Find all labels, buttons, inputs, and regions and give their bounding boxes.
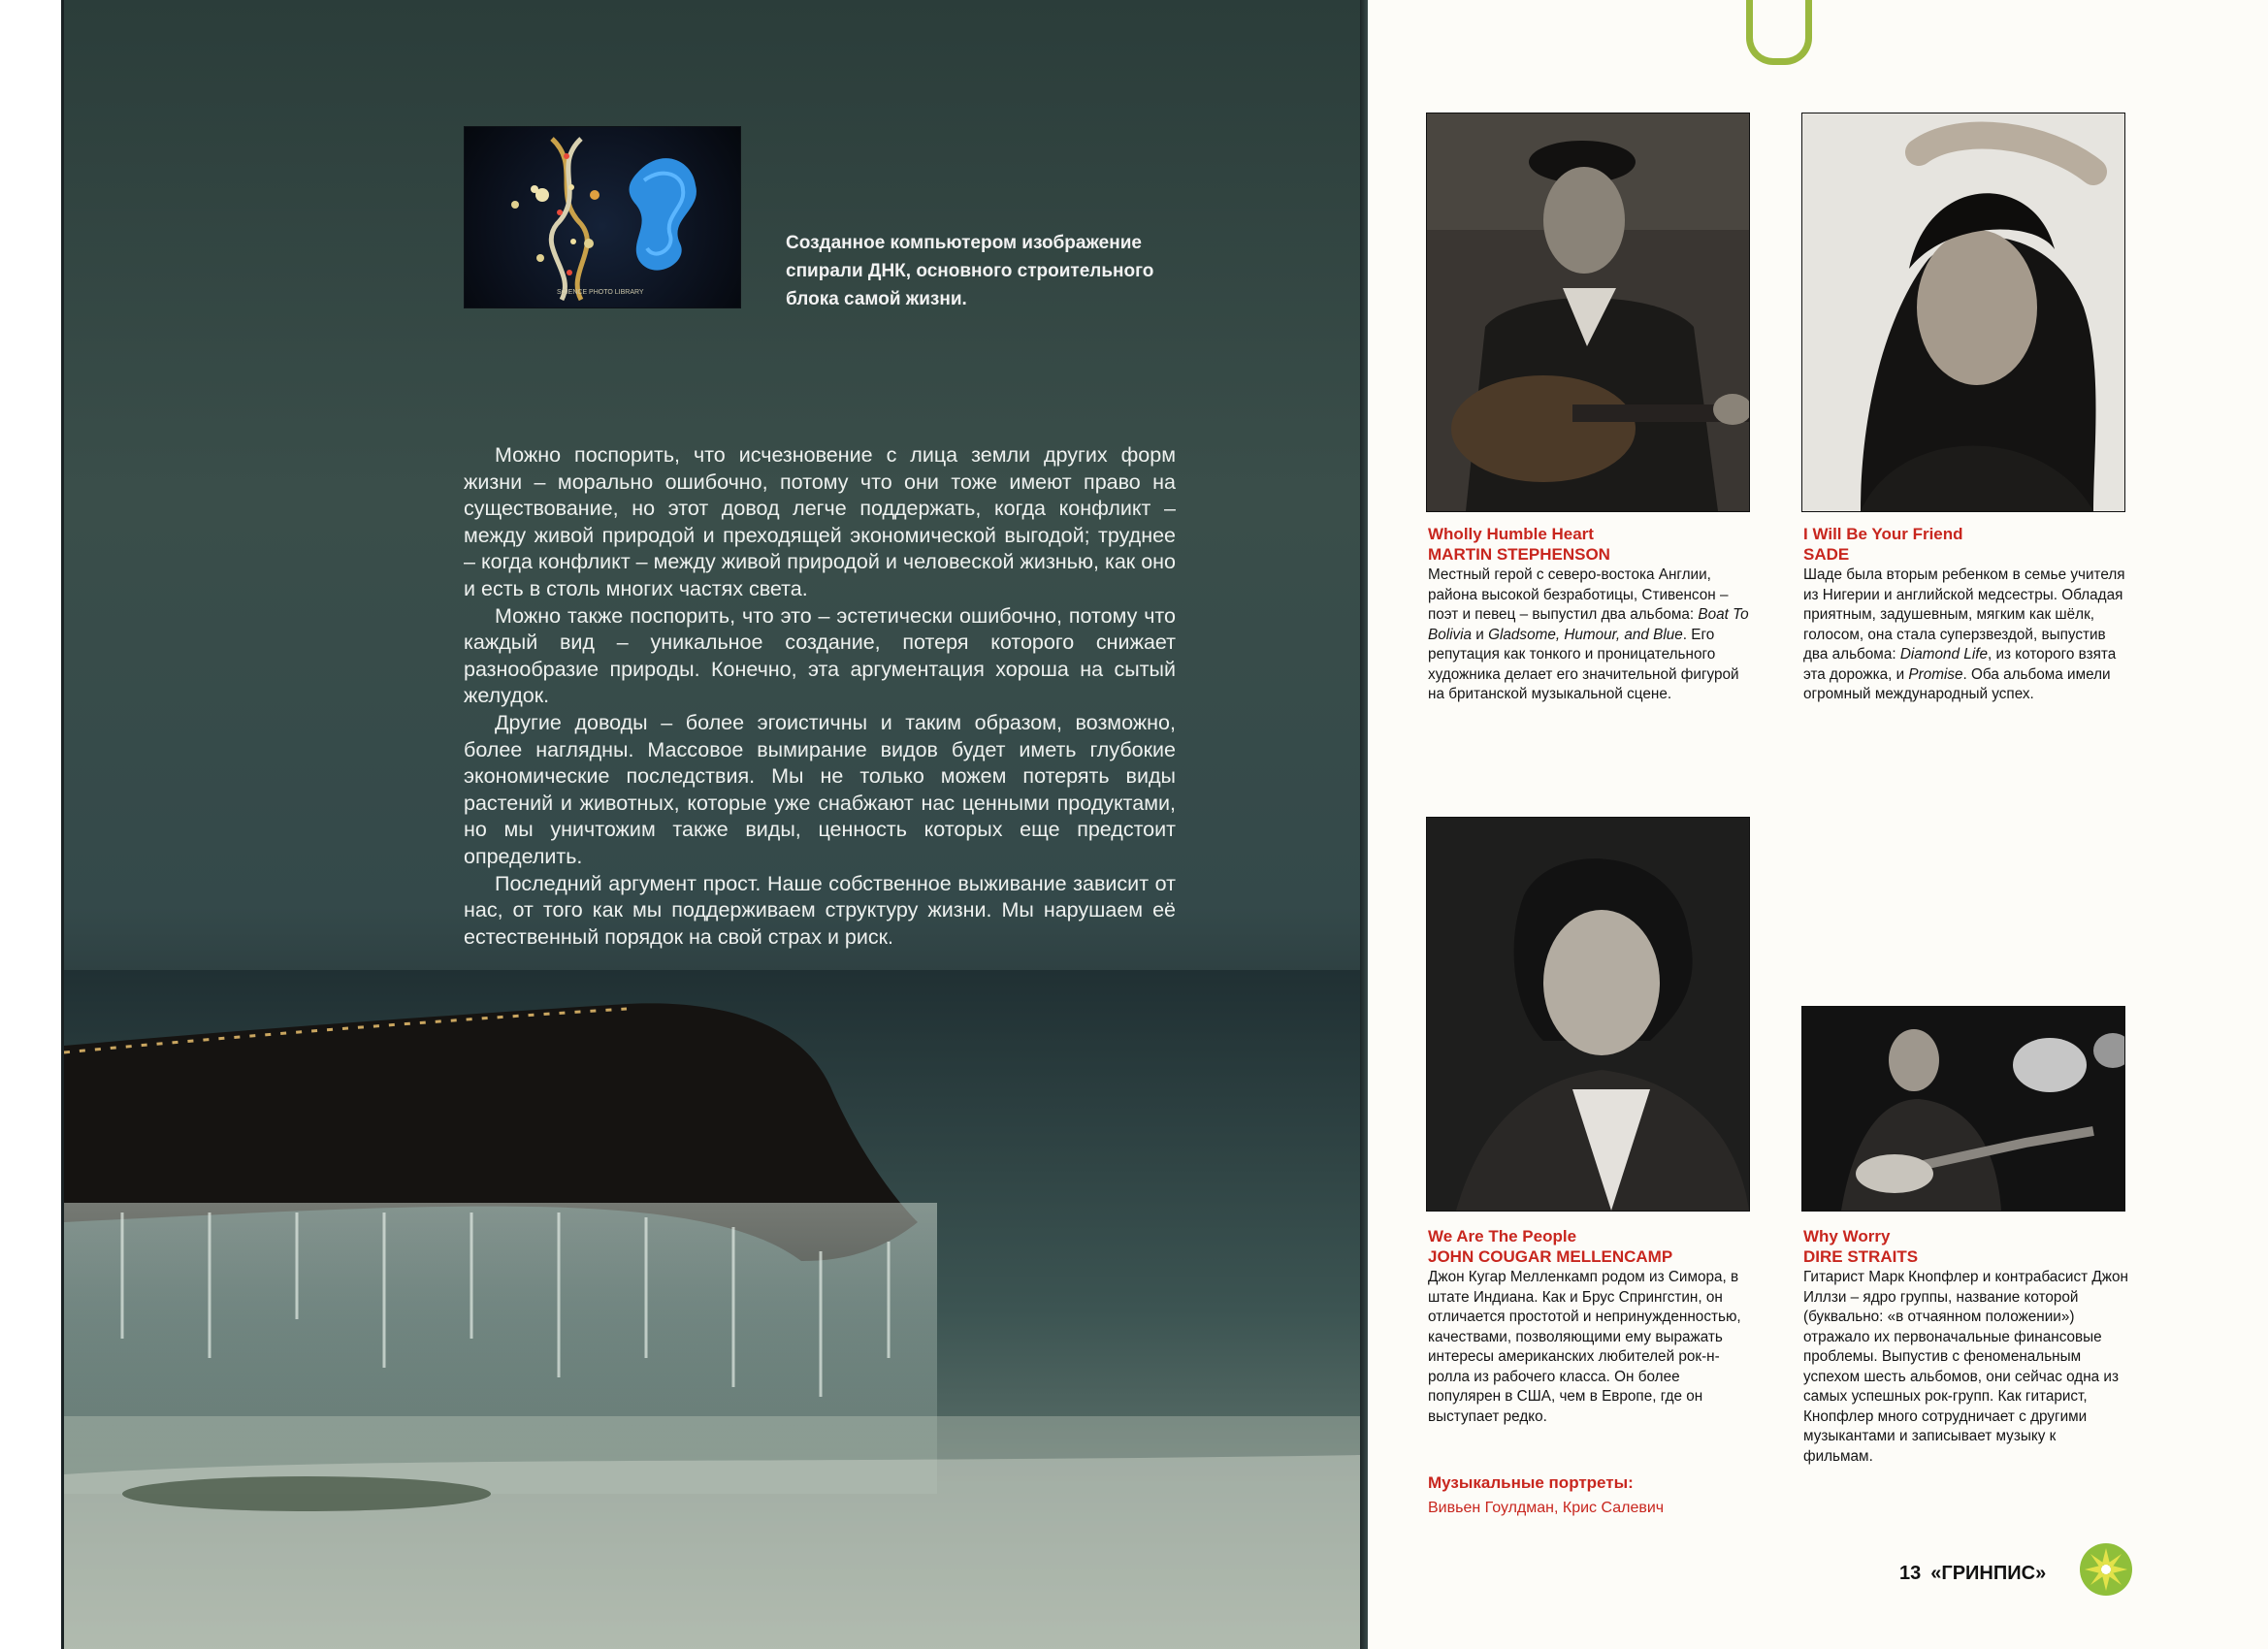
artist-name: JOHN COUGAR MELLENCAMP [1428,1247,1673,1266]
greenpeace-logo-icon [2079,1542,2133,1597]
dire-straits-photo [1801,1006,2125,1212]
artist-bio: Местный герой с северо-востока Англии, района высокой безработицы, Стивенсон – поэт и певец – выпустил два альбома: Boat To Bolivia и Gladsome, Humour, and Blue. Его репутация как тонкого и проницательного художника делает его значительной фигурой на британской музыкальной сцене. [1428,566,1749,702]
album-title: Promise [1908,665,1963,683]
page-gutter [1360,0,1368,1649]
artist-bio: Гитарист Марк Кнопфлер и контрабасист Джон Иллзи – ядро группы, название которой (буквально: «в отчаянном положении») отражало их первоначальные финансовые проблемы. Выпустив с феноменальным успехом шесть альбомов, они сейчас одна из самых успешных рок-групп. Как гитарист, Кнопфлер много сотрудничает с другими музыкантами и записывает музыку к фильмам. [1803,1269,2128,1465]
song-title: Why Worry [1803,1227,1891,1245]
artist-bio: Джон Кугар Мелленкамп родом из Симора, в штате Индиана. Как и Брус Спрингстин, он отличается простотой и непринужденностью, качествами, позволяющими ему выражать интересы американских любителей рок-н-ролла из рабочего класса. Он более популярен в США, чем в Европе, где он выступает редко. [1428,1269,1741,1425]
artist-name: DIRE STRAITS [1803,1247,1919,1266]
song-title: I Will Be Your Friend [1803,525,1963,543]
music-portraits-credits [1428,1472,1738,1519]
magazine-name: «ГРИНПИС» [1930,1563,2047,1584]
page-number: 13 [1899,1563,1922,1584]
john-mellencamp-photo [1426,817,1750,1212]
album-title: Gladsome, Humour, and Blue [1488,626,1683,643]
track-entry [1803,1226,2128,1467]
track-entry [1428,1226,1753,1427]
credits-names: Вивьен Гоулдман, Крис Салевич [1428,1500,1665,1516]
track-entry [1803,524,2128,705]
dna-photo-caption: Созданное компьютером изображение спирали ДНК, основного строительного блока самой жизни. [786,233,1154,309]
credits-title: Музыкальные портреты: [1428,1473,1634,1492]
dna-helix-photo [464,126,741,308]
sade-photo [1801,113,2125,512]
martin-stephenson-photo [1426,113,1750,512]
song-title: Wholly Humble Heart [1428,525,1594,543]
essay-paragraph: Последний аргумент прост. Наше собственное выживание зависит от нас, от того как мы поддерживаем структуру жизни. Мы нарушаем её естественный порядок на свой страх и риск. [464,871,1176,949]
album-title: Boat To Bolivia [1428,606,1749,643]
song-title: We Are The People [1428,1227,1577,1245]
page-footer [1899,1556,2046,1591]
essay-paragraph: Можно также поспорить, что это – эстетически ошибочно, потому что каждый вид – уникальное создание, потеря которого снижает разнообразие природы. Конечно, эта аргументация хороша на сытый желудок. [464,603,1176,708]
album-title: Diamond Life [1899,646,1988,663]
page-edge [0,0,64,1649]
whale-tail-photo [64,970,1360,1649]
artist-name: MARTIN STEPHENSON [1428,545,1610,564]
essay-paragraph: Другие доводы – более эгоистичны и таким образом, возможно, более наглядны. Массовое вымирание видов будет иметь глубокие экономические последствия. Мы не только можем потерять виды растений и животных, которые уже снабжают нас ценными продуктами, но мы уничтожим также виды, ценность которых еще предстоит определить. [464,710,1176,868]
essay-paragraph: Можно поспорить, что исчезновение с лица земли других форм жизни – морально ошибочно, потому что они тоже имеют право на существование, но этот довод легче поддержать, когда конфликт – между живой природой и преходящей экономической выгодой; труднее – когда конфликт – между живой природой и человеской жизнью, как оно и есть в столь многих частях света. [464,443,1176,600]
artist-name: SADE [1803,545,1850,564]
green-ink-mark [1746,0,1812,65]
track-entry [1428,524,1753,705]
photo-credit: SCIENCE PHOTO LIBRARY [557,289,644,296]
artist-bio: Шаде была вторым ребенком в семье учителя из Нигерии и английской медсестры. Обладая приятным, задушевным, мягким как шёлк, голосом, она стала суперзвездой, выпустив два альбома: Diamond Life, из которого взята эта дорожка, и Promise. Оба альбома имели огромный международный успех. [1803,566,2125,702]
essay-text [464,442,1176,951]
